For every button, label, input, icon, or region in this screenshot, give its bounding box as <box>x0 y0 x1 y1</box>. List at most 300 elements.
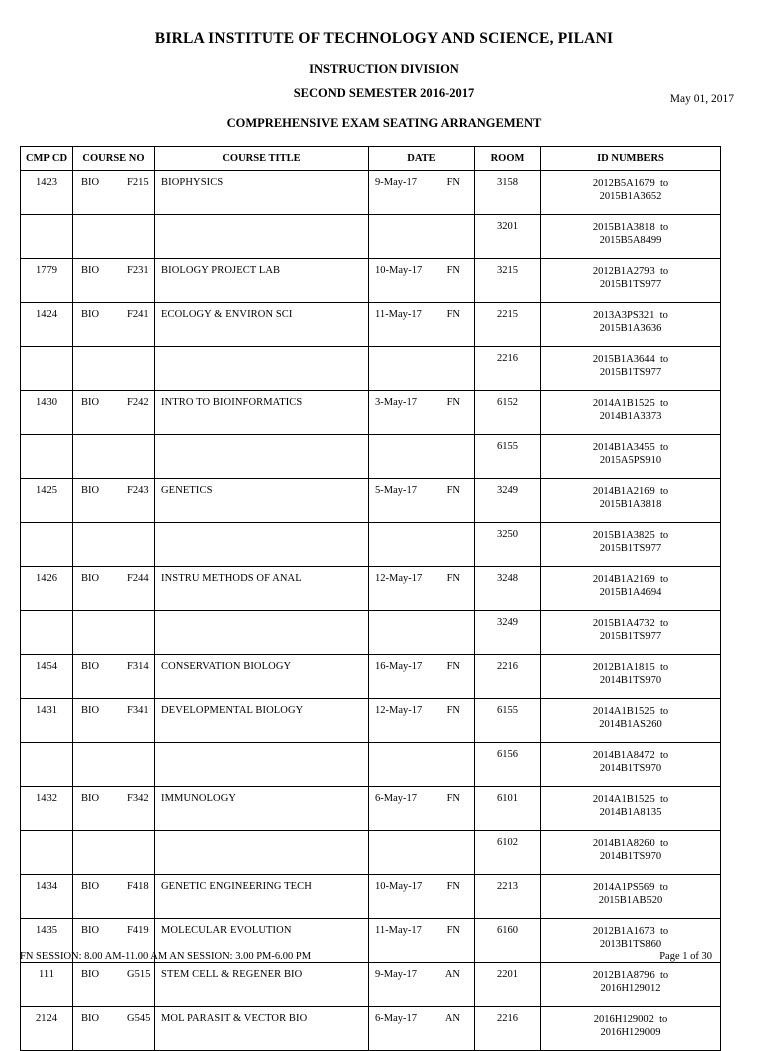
id-to: 2015B1TS977 <box>599 367 662 378</box>
id-to-word: to <box>659 706 669 717</box>
room-cell <box>475 1007 541 1051</box>
cmp-code: 1432 <box>36 793 57 804</box>
id-numbers-cell <box>541 303 721 347</box>
id-to-word: to <box>659 310 668 321</box>
table-row <box>21 831 721 875</box>
room-number: 3248 <box>497 573 518 584</box>
course-number: F419 <box>127 925 149 936</box>
course-title-cell <box>155 567 369 611</box>
exam-date: 9-May-17 <box>375 969 417 980</box>
course-title-cell <box>155 875 369 919</box>
table-header-row <box>21 147 721 171</box>
date-cell <box>369 259 475 303</box>
room-cell <box>475 963 541 1007</box>
room-cell <box>475 479 541 523</box>
course-title-cell <box>155 303 369 347</box>
room-cell <box>475 699 541 743</box>
date-cell <box>369 523 475 567</box>
id-from: 2012B5A1679 <box>592 178 655 189</box>
id-from: 2014B1A2169 <box>592 486 655 497</box>
room-cell <box>475 743 541 787</box>
id-from: 2014B1A2169 <box>592 574 655 585</box>
exam-date: 16-May-17 <box>375 661 423 672</box>
session-timings: FN SESSION: 8.00 AM-11.00 AM AN SESSION: 3.00 PM-6.00 PM <box>20 951 312 962</box>
id-from: 2014A1B1525 <box>592 398 655 409</box>
exam-date: 12-May-17 <box>375 573 423 584</box>
room-number: 2216 <box>497 1013 518 1024</box>
id-numbers-cell <box>541 479 721 523</box>
course-title-cell <box>155 1007 369 1051</box>
course-number: F418 <box>127 881 149 892</box>
cmp-code-cell <box>21 963 73 1007</box>
course-title-cell <box>155 391 369 435</box>
cmp-code: 2124 <box>36 1013 57 1024</box>
id-to-word: to <box>659 838 669 849</box>
id-from: 2014A1B1525 <box>592 794 655 805</box>
cmp-code-cell <box>21 831 73 875</box>
course-title-cell <box>155 743 369 787</box>
cmp-code-cell <box>21 303 73 347</box>
course-dept: BIO <box>81 573 100 584</box>
course-title-cell <box>155 347 369 391</box>
course-dept: BIO <box>81 881 100 892</box>
exam-date: 11-May-17 <box>375 925 422 936</box>
exam-date: 3-May-17 <box>375 397 417 408</box>
course-no-cell <box>73 523 155 567</box>
id-to: 2014B1TS970 <box>599 851 662 862</box>
course-title: GENETICS <box>161 485 213 496</box>
id-to: 2014B1TS970 <box>599 763 662 774</box>
id-to-word: to <box>659 750 669 761</box>
exam-date: 10-May-17 <box>375 881 423 892</box>
course-title-cell <box>155 831 369 875</box>
id-from: 2014B1A3455 <box>592 442 655 453</box>
course-title: GENETIC ENGINEERING TECH <box>161 881 312 892</box>
id-numbers-cell <box>541 699 721 743</box>
column-header-cmp: CMP CD <box>21 147 73 171</box>
course-no-cell <box>73 215 155 259</box>
course-number: F314 <box>127 661 149 672</box>
exam-session: FN <box>446 793 460 804</box>
exam-date: 6-May-17 <box>375 1013 417 1024</box>
exam-session: FN <box>446 925 460 936</box>
course-title-cell <box>155 171 369 215</box>
room-cell <box>475 171 541 215</box>
room-number: 2213 <box>497 881 518 892</box>
id-to-word: to <box>659 970 669 981</box>
id-to: 2014B1TS970 <box>599 675 662 686</box>
room-cell <box>475 347 541 391</box>
id-to-word: to <box>659 794 669 805</box>
id-numbers-cell <box>541 875 721 919</box>
cmp-code: 1435 <box>36 925 57 936</box>
room-number: 6102 <box>497 837 518 848</box>
room-cell <box>475 523 541 567</box>
course-no-cell <box>73 1007 155 1051</box>
course-number: F341 <box>127 705 149 716</box>
date-cell <box>369 875 475 919</box>
cmp-code: 1779 <box>36 265 57 276</box>
date-cell <box>369 743 475 787</box>
course-no-cell <box>73 303 155 347</box>
id-numbers-cell <box>541 743 721 787</box>
table-row <box>21 743 721 787</box>
course-title: ECOLOGY & ENVIRON SCI <box>161 309 293 320</box>
date-cell <box>369 347 475 391</box>
table-row <box>21 347 721 391</box>
course-title: INSTRU METHODS OF ANAL <box>161 573 302 584</box>
id-numbers-cell <box>541 787 721 831</box>
cmp-code-cell <box>21 611 73 655</box>
id-to-word: to <box>659 618 669 629</box>
id-from: 2015B1A3644 <box>592 354 655 365</box>
id-numbers-cell <box>541 523 721 567</box>
course-no-cell <box>73 435 155 479</box>
id-numbers-cell <box>541 215 721 259</box>
id-numbers-cell <box>541 435 721 479</box>
table-row <box>21 391 721 435</box>
page-number: Page 1 of 30 <box>659 951 712 962</box>
date-cell <box>369 391 475 435</box>
id-from: 2015B1A3825 <box>592 530 655 541</box>
course-dept: BIO <box>81 265 100 276</box>
exam-title: COMPREHENSIVE EXAM SEATING ARRANGEMENT <box>226 116 542 130</box>
table-row <box>21 523 721 567</box>
course-number: F242 <box>127 397 149 408</box>
date-cell <box>369 655 475 699</box>
table-row <box>21 963 721 1007</box>
cmp-code: 1454 <box>36 661 57 672</box>
exam-session: FN <box>446 661 460 672</box>
id-numbers-cell <box>541 963 721 1007</box>
course-no-cell <box>73 391 155 435</box>
course-no-cell <box>73 963 155 1007</box>
course-number: F215 <box>127 177 149 188</box>
course-no-cell <box>73 259 155 303</box>
id-numbers-cell <box>541 655 721 699</box>
room-cell <box>475 435 541 479</box>
cmp-code-cell <box>21 347 73 391</box>
id-to-word: to <box>659 662 669 673</box>
id-to-word: to <box>659 222 669 233</box>
id-to-word: to <box>659 882 668 893</box>
column-header-id-numbers: ID NUMBERS <box>541 147 721 171</box>
room-cell <box>475 919 541 963</box>
id-to: 2015B1AB520 <box>598 895 663 906</box>
cmp-code-cell <box>21 391 73 435</box>
id-from: 2016H129002 <box>593 1014 654 1025</box>
room-number: 6155 <box>497 441 518 452</box>
id-from: 2012B1A1673 <box>592 926 655 937</box>
course-no-cell <box>73 479 155 523</box>
room-cell <box>475 567 541 611</box>
course-no-cell <box>73 655 155 699</box>
course-no-cell <box>73 699 155 743</box>
exam-session: FN <box>446 881 460 892</box>
course-no-cell <box>73 743 155 787</box>
cmp-code-cell <box>21 479 73 523</box>
cmp-code-cell <box>21 567 73 611</box>
id-numbers-cell <box>541 171 721 215</box>
id-from: 2015B1A4732 <box>592 618 655 629</box>
course-title-cell <box>155 699 369 743</box>
exam-date: 9-May-17 <box>375 177 417 188</box>
table-row <box>21 479 721 523</box>
course-dept: BIO <box>81 397 100 408</box>
document-date: May 01, 2017 <box>669 93 734 105</box>
id-to-word: to <box>659 354 669 365</box>
course-no-cell <box>73 831 155 875</box>
cmp-code: 1431 <box>36 705 57 716</box>
room-number: 6156 <box>497 749 518 760</box>
room-number: 3158 <box>497 177 518 188</box>
course-no-cell <box>73 875 155 919</box>
course-number: F243 <box>127 485 149 496</box>
date-cell <box>369 1007 475 1051</box>
id-to-word: to <box>659 486 669 497</box>
id-to-word: to <box>659 266 669 277</box>
room-number: 6160 <box>497 925 518 936</box>
course-number: F244 <box>127 573 149 584</box>
room-cell <box>475 391 541 435</box>
exam-session: AN <box>444 969 460 980</box>
room-number: 3250 <box>497 529 518 540</box>
course-dept: BIO <box>81 1013 100 1024</box>
room-number: 3201 <box>497 221 518 232</box>
course-title-cell <box>155 435 369 479</box>
date-cell <box>369 919 475 963</box>
institute-title: BIRLA INSTITUTE OF TECHNOLOGY AND SCIENCE, PILANI <box>154 30 614 47</box>
semester-title: SECOND SEMESTER 2016-2017 <box>293 86 475 100</box>
cmp-code: 1426 <box>36 573 57 584</box>
room-cell <box>475 215 541 259</box>
exam-session: FN <box>446 177 460 188</box>
course-title: BIOLOGY PROJECT LAB <box>161 265 281 276</box>
date-cell <box>369 303 475 347</box>
room-cell <box>475 303 541 347</box>
exam-session: AN <box>444 1013 460 1024</box>
cmp-code-cell <box>21 875 73 919</box>
date-cell <box>369 831 475 875</box>
course-title: IMMUNOLOGY <box>161 793 237 804</box>
id-numbers-cell <box>541 611 721 655</box>
id-to: 2014B1A3373 <box>599 411 662 422</box>
exam-date: 12-May-17 <box>375 705 423 716</box>
exam-date: 5-May-17 <box>375 485 417 496</box>
date-cell <box>369 435 475 479</box>
cmp-code-cell <box>21 259 73 303</box>
cmp-code-cell <box>21 215 73 259</box>
id-from: 2014B1A8472 <box>592 750 655 761</box>
exam-session: FN <box>446 485 460 496</box>
course-no-cell <box>73 787 155 831</box>
cmp-code: 1424 <box>36 309 57 320</box>
id-to: 2014B1AS260 <box>599 719 662 730</box>
room-cell <box>475 787 541 831</box>
id-to-word: to <box>659 926 669 937</box>
cmp-code-cell <box>21 523 73 567</box>
course-title: BIOPHYSICS <box>161 177 224 188</box>
course-title: DEVELOPMENTAL BIOLOGY <box>161 705 304 716</box>
course-dept: BIO <box>81 485 100 496</box>
table-row <box>21 611 721 655</box>
cmp-code: 111 <box>39 969 54 980</box>
column-header-course-no: COURSE NO <box>73 147 155 171</box>
id-numbers-cell <box>541 391 721 435</box>
course-no-cell <box>73 347 155 391</box>
room-number: 6152 <box>497 397 518 408</box>
course-no-cell <box>73 567 155 611</box>
cmp-code: 1425 <box>36 485 57 496</box>
date-cell <box>369 567 475 611</box>
table-row <box>21 787 721 831</box>
course-title: CONSERVATION BIOLOGY <box>161 661 292 672</box>
course-number: F231 <box>127 265 149 276</box>
cmp-code-cell <box>21 435 73 479</box>
id-from: 2014A1B1525 <box>592 706 655 717</box>
room-cell <box>475 259 541 303</box>
course-dept: BIO <box>81 793 100 804</box>
id-to-word: to <box>659 574 669 585</box>
course-dept: BIO <box>81 661 100 672</box>
cmp-code-cell <box>21 171 73 215</box>
course-title: INTRO TO BIOINFORMATICS <box>161 397 303 408</box>
course-number: G515 <box>127 969 151 980</box>
id-to: 2015B1A3818 <box>599 499 662 510</box>
course-no-cell <box>73 611 155 655</box>
table-row <box>21 875 721 919</box>
date-cell <box>369 699 475 743</box>
cmp-code: 1434 <box>36 881 57 892</box>
course-dept: BIO <box>81 309 100 320</box>
division-title: INSTRUCTION DIVISION <box>309 62 459 76</box>
id-to: 2014B1A8135 <box>599 807 662 818</box>
cmp-code: 1423 <box>36 177 57 188</box>
exam-session: FN <box>446 573 460 584</box>
id-from: 2012B1A1815 <box>592 662 655 673</box>
course-number: F241 <box>127 309 149 320</box>
column-header-course-title: COURSE TITLE <box>155 147 369 171</box>
exam-session: FN <box>446 397 460 408</box>
date-cell <box>369 963 475 1007</box>
course-title-cell <box>155 479 369 523</box>
cmp-code-cell <box>21 1007 73 1051</box>
course-title: STEM CELL & REGENER BIO <box>161 969 303 980</box>
id-numbers-cell <box>541 831 721 875</box>
course-no-cell <box>73 171 155 215</box>
id-to: 2015B1A3636 <box>599 323 662 334</box>
id-to: 2015B5A8499 <box>599 235 662 246</box>
cmp-code-cell <box>21 699 73 743</box>
exam-session: FN <box>446 309 460 320</box>
id-from: 2014A1PS569 <box>593 882 655 893</box>
id-from: 2014B1A8260 <box>592 838 655 849</box>
id-to: 2015A5PS910 <box>599 455 662 466</box>
id-to: 2016H129012 <box>600 983 661 994</box>
table-row <box>21 259 721 303</box>
room-number: 3249 <box>497 617 518 628</box>
course-number: F342 <box>127 793 149 804</box>
seating-table <box>20 146 721 1051</box>
date-cell <box>369 215 475 259</box>
table-row <box>21 303 721 347</box>
table-row <box>21 1007 721 1051</box>
column-header-date: DATE <box>369 147 475 171</box>
course-title-cell <box>155 787 369 831</box>
course-title-cell <box>155 655 369 699</box>
id-to: 2016H129009 <box>600 1027 661 1038</box>
date-cell <box>369 171 475 215</box>
id-to-word: to <box>659 530 669 541</box>
course-number: G545 <box>127 1013 151 1024</box>
course-dept: BIO <box>81 969 100 980</box>
id-numbers-cell <box>541 259 721 303</box>
cmp-code-cell <box>21 743 73 787</box>
exam-date: 11-May-17 <box>375 309 422 320</box>
room-number: 2216 <box>497 661 518 672</box>
course-title-cell <box>155 259 369 303</box>
table-row <box>21 171 721 215</box>
table-body <box>21 171 721 1051</box>
id-to-word: to <box>659 398 669 409</box>
id-to-word: to <box>659 178 669 189</box>
id-to: 2015B1TS977 <box>599 543 662 554</box>
table-row <box>21 699 721 743</box>
id-numbers-cell <box>541 347 721 391</box>
id-to: 2015B1TS977 <box>599 631 662 642</box>
room-number: 6155 <box>497 705 518 716</box>
room-number: 3249 <box>497 485 518 496</box>
id-to: 2015B1TS977 <box>599 279 662 290</box>
id-from: 2013A3PS321 <box>593 310 655 321</box>
id-to: 2015B1A4694 <box>599 587 662 598</box>
date-cell <box>369 787 475 831</box>
room-number: 6101 <box>497 793 518 804</box>
table-row <box>21 567 721 611</box>
room-cell <box>475 875 541 919</box>
course-dept: BIO <box>81 705 100 716</box>
exam-session: FN <box>446 265 460 276</box>
cmp-code: 1430 <box>36 397 57 408</box>
room-number: 2215 <box>497 309 518 320</box>
id-to-word: to <box>659 442 669 453</box>
column-header-room: ROOM <box>475 147 541 171</box>
table-row <box>21 435 721 479</box>
id-numbers-cell <box>541 1007 721 1051</box>
course-title: MOL PARASIT & VECTOR BIO <box>161 1013 308 1024</box>
course-title-cell <box>155 611 369 655</box>
course-title-cell <box>155 215 369 259</box>
room-number: 3215 <box>497 265 518 276</box>
id-to: 2013B1TS860 <box>599 939 662 950</box>
exam-session: FN <box>446 705 460 716</box>
id-numbers-cell <box>541 567 721 611</box>
room-number: 2201 <box>497 969 518 980</box>
date-cell <box>369 479 475 523</box>
room-number: 2216 <box>497 353 518 364</box>
table-row <box>21 215 721 259</box>
id-to: 2015B1A3652 <box>599 191 662 202</box>
course-dept: BIO <box>81 177 100 188</box>
exam-date: 10-May-17 <box>375 265 423 276</box>
course-title-cell <box>155 963 369 1007</box>
id-from: 2012B1A8796 <box>592 970 655 981</box>
room-cell <box>475 831 541 875</box>
course-title-cell <box>155 523 369 567</box>
exam-date: 6-May-17 <box>375 793 417 804</box>
course-title: MOLECULAR EVOLUTION <box>161 925 292 936</box>
id-from: 2015B1A3818 <box>592 222 655 233</box>
